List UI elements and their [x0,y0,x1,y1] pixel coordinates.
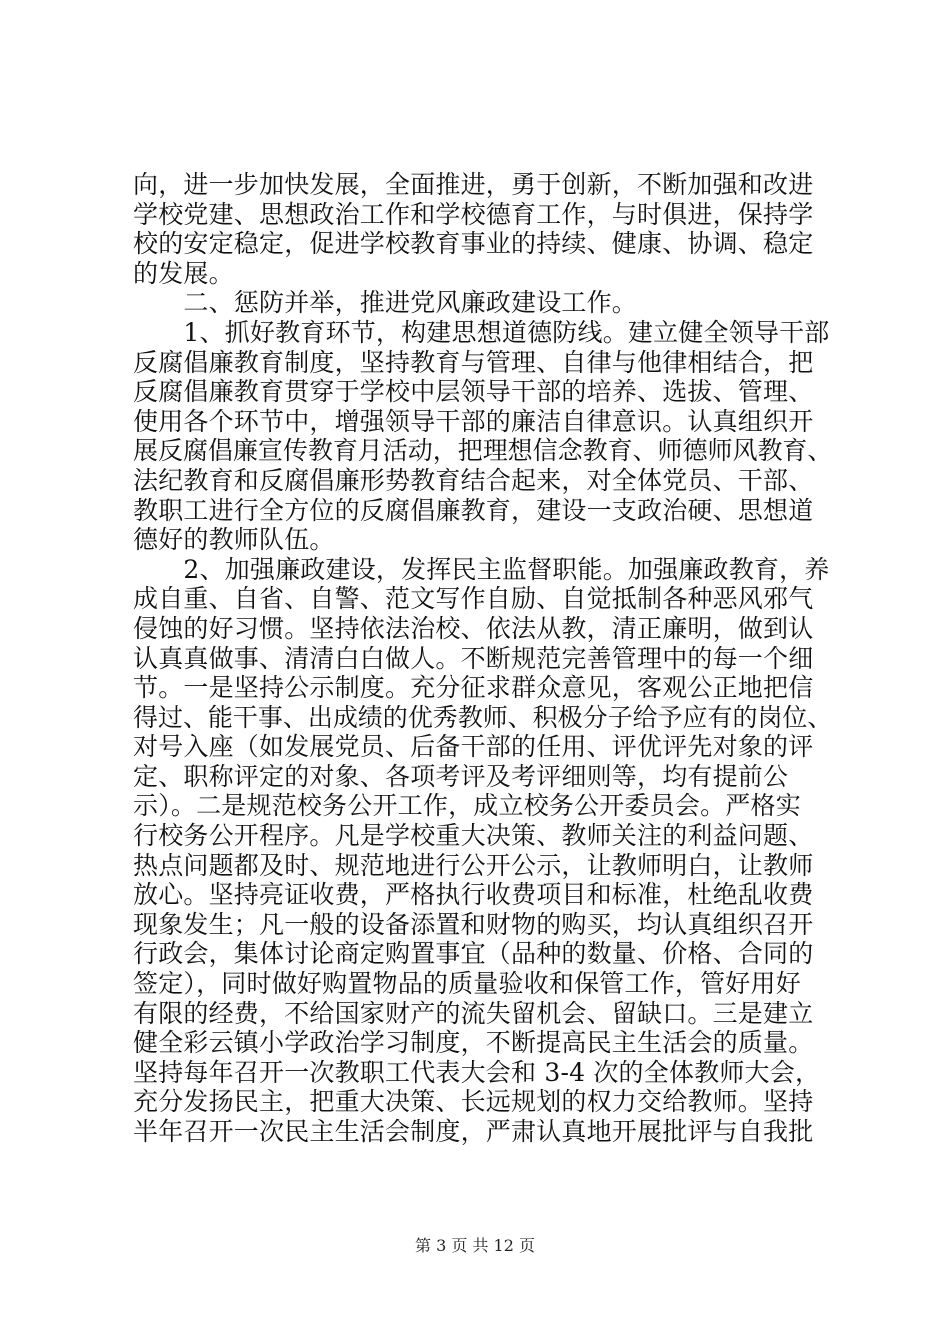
text-line: 二、惩防并举，推进党风廉政建设工作。 [133,288,638,318]
text-line: 行政会，集体讨论商定购置事宜（品种的数量、价格、合同的 [133,939,814,969]
text-line: 示）。二是规范校务公开工作，成立校务公开委员会。严格实 [133,791,801,821]
text-line: 现象发生；凡一般的设备添置和财物的购买，均认真组织召开 [133,909,814,939]
text-line: 教职工进行全方位的反腐倡廉教育，建设一支政治硬、思想道 [133,495,814,525]
text-line: 节。一是坚持公示制度。充分征求群众意见，客观公正地把信 [133,673,814,703]
text-line: 反腐倡廉教育贯穿于学校中层领导干部的培养、选拔、管理、 [133,377,814,407]
page-footer: 第 3 页 共 12 页 [415,1236,535,1255]
text-line: 校的安定稳定，促进学校教育事业的持续、健康、协调、稳定 [133,229,814,259]
text-line: 得过、能干事、出成绩的优秀教师、积极分子给予应有的岗位、 [133,702,833,732]
text-line: 行校务公开程序。凡是学校重大决策、教师关注的利益问题、 [133,821,814,851]
text-line: 2、加强廉政建设，发挥民主监督职能。加强廉政教育，养 [133,554,830,584]
text-line: 向，进一步加快发展，全面推进，勇于创新，不断加强和改进 [133,170,814,199]
text-line: 侵蚀的好习惯。坚持依法治校、依法从教，清正廉明，做到认 [133,613,814,643]
text-line: 使用各个环节中，增强领导干部的廉洁自律意识。认真组织开 [133,406,814,436]
text-line: 对号入座（如发展党员、后备干部的任用、评优评先对象的评 [133,732,814,762]
text-line: 签定），同时做好购置物品的质量验收和保管工作，管好用好 [133,969,801,999]
text-line: 定、职称评定的对象、各项考评及考评细则等，均有提前公 [133,761,789,791]
text-line: 放心。坚持亮证收费，严格执行收费项目和标准，杜绝乱收费 [133,880,814,910]
text-line: 半年召开一次民主生活会制度，严肃认真地开展批评与自我批 [133,1117,814,1146]
text-line: 坚持每年召开一次教职工代表大会和 3-4 次的全体教师大会， [133,1057,821,1087]
text-line: 的发展。 [133,258,234,288]
text-line: 热点问题都及时、规范地进行公开公示，让教师明白，让教师 [133,850,814,880]
text-line: 有限的经费，不给国家财产的流失留机会、留缺口。三是建立 [133,998,814,1028]
text-line: 法纪教育和反腐倡廉形势教育结合起来，对全体党员、干部、 [133,465,814,495]
text-line: 1、抓好教育环节，构建思想道德防线。建立健全领导干部 [133,317,830,347]
text-line: 德好的教师队伍。 [133,525,335,555]
text-line: 学校党建、思想政治工作和学校德育工作，与时俱进，保持学 [133,199,814,229]
text-line: 认真真做事、清清白白做人。不断规范完善管理中的每一个细 [133,643,814,673]
document-body [133,170,833,1147]
text-line: 成自重、自省、自警、范文写作自励、自觉抵制各种恶风邪气 [133,584,814,614]
text-line: 健全彩云镇小学政治学习制度，不断提高民主生活会的质量。 [133,1028,814,1058]
text-line: 充分发扬民主，把重大决策、长远规划的权力交给教师。坚持 [133,1087,814,1117]
text-line: 展反腐倡廉宣传教育月活动，把理想信念教育、师德师风教育、 [133,436,833,466]
text-line: 反腐倡廉教育制度，坚持教育与管理、自律与他律相结合，把 [133,347,814,377]
